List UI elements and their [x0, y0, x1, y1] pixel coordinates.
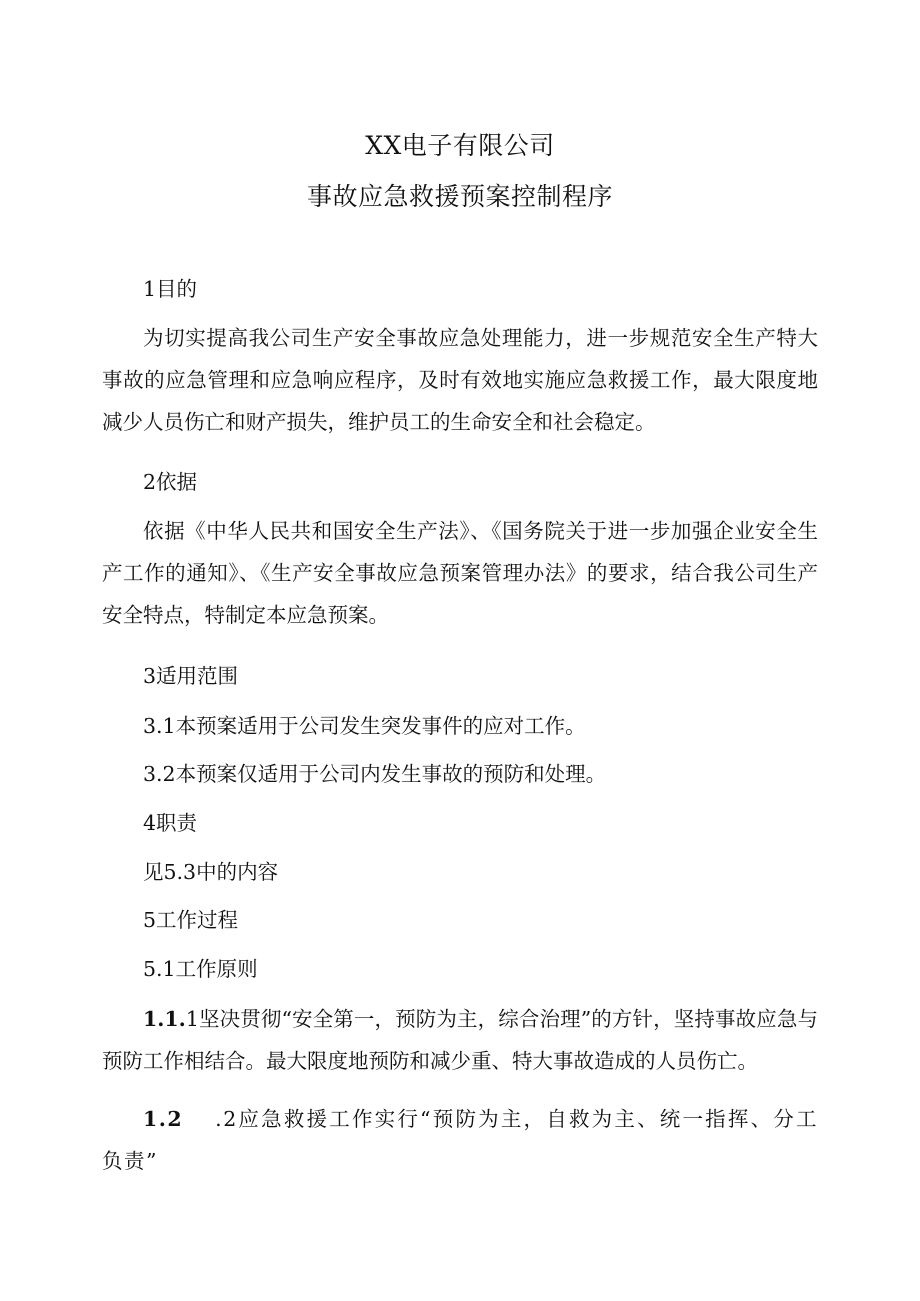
section-5-1-heading: 5.1工作原则 [143, 957, 258, 981]
section-1-body: 为切实提高我公司生产安全事故应急处理能力，进一步规范安全生产特大事故的应急管理和应急响应程序，及时有效地实施应急救援工作，最大限度地减少人员伤亡和财产损失，维护员工的生命安全和社会稳定。 [102, 326, 818, 434]
section-4-heading: 4职责 [143, 811, 198, 835]
document-title: 事故应急救援预案控制程序 [306, 182, 613, 211]
section-2-body: 依据《中华人民共和国安全生产法》、《国务院关于进一步加强企业安全生产工作的通知》、《生产安全事故应急预案管理办法》的要求，结合我公司生产安全特点，特制定本应急预案。 [102, 519, 818, 627]
section-3-2: 3.2本预案仅适用于公司内发生事故的预防和处理。 [143, 762, 607, 786]
clause-1-1-1-text: 1坚决贯彻“安全第一，预防为主，综合治理”的方针，坚持事故应急与预防工作相结合。最大限度地预防和减少重、特大事故造成的人员伤亡。 [102, 1007, 818, 1073]
clause-1-1-1-number: 1.1. [143, 1007, 186, 1031]
section-2-heading: 2依据 [143, 470, 198, 494]
clause-1-2-number: 1.2 [143, 1107, 184, 1131]
section-3-1: 3.1本预案适用于公司发生突发事件的应对工作。 [143, 714, 586, 738]
clause-1-1-1 [102, 998, 818, 1082]
section-1-heading: 1目的 [143, 277, 198, 301]
section-3-heading: 3适用范围 [143, 664, 239, 688]
clause-1-2-text: .2应急救援工作实行“预防为主，自救为主、统一指挥、分工负责” [102, 1107, 818, 1173]
section-4-body: 见5.3中的内容 [143, 860, 279, 884]
company-title: XX电子有限公司 [365, 131, 555, 160]
clause-1-2 [102, 1098, 818, 1182]
section-5-heading: 5工作过程 [143, 908, 239, 932]
